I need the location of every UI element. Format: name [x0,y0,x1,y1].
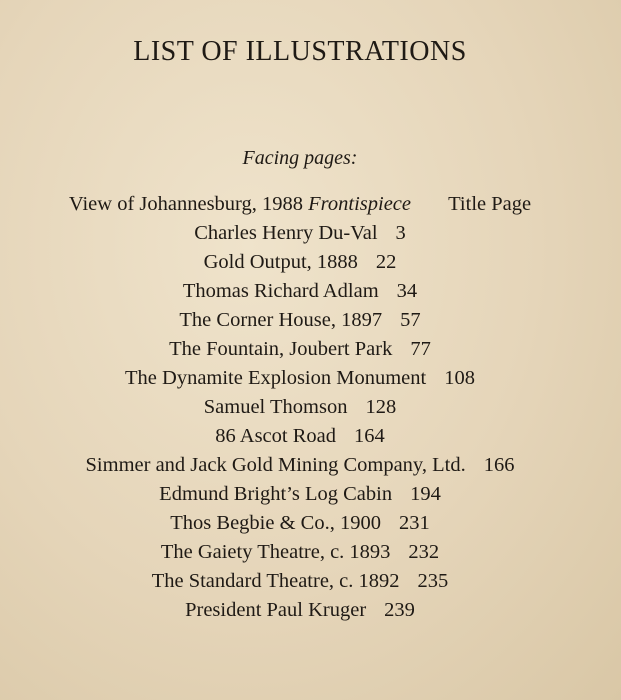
illustration-title: Thos Begbie & Co., 1900 [170,512,381,534]
page-title: LIST OF ILLUSTRATIONS [133,36,467,67]
page-number: 194 [410,483,441,505]
illustration-title: The Standard Theatre, c. 1892 [151,570,400,592]
page-number: 3 [395,222,406,244]
illustration-title: The Dynamite Explosion Monument [125,367,427,389]
illustration-title: The Gaiety Theatre, c. 1893 [160,541,391,563]
illustration-title: Thomas Richard Adlam [182,280,379,302]
list-item [0,422,600,451]
list-item [0,364,600,393]
facing-pages-label: Facing pages: [242,147,358,169]
page-number: 57 [400,309,421,331]
illustration-title: Samuel Thomson [203,396,348,418]
list-item [0,219,600,248]
page-number: 22 [375,251,397,273]
list-item [0,480,600,509]
list-item [0,335,600,364]
list-item [0,393,600,422]
page-number: 77 [410,338,431,360]
list-item [0,277,600,306]
list-item [0,538,600,567]
illustration-title: Simmer and Jack Gold Mining Company, Ltd. [85,454,466,476]
list-item [0,248,600,277]
page-number: Title Page [448,193,532,215]
page-number: 232 [408,541,440,563]
frontispiece-note: Frontispiece [308,193,411,215]
list-item [0,451,600,480]
illustration-title: View of Johannesburg, 1988 [68,193,304,215]
illustrations-list [0,190,600,625]
list-item [0,509,600,538]
illustration-title: President Paul Kruger [185,599,367,621]
page-number: 166 [483,454,515,476]
list-item [0,306,600,335]
page-number: 128 [365,396,397,418]
illustration-title: The Fountain, Joubert Park [169,338,393,360]
page-number: 231 [398,512,430,534]
page-number: 108 [444,367,475,389]
illustration-title: Edmund Bright’s Log Cabin [159,483,393,505]
page-number: 235 [417,570,449,592]
illustration-title: Charles Henry Du-Val [194,222,378,244]
list-item [0,596,600,625]
list-item [0,567,600,596]
list-item [0,190,600,219]
page-number: 239 [384,599,415,621]
illustration-title: Gold Output, 1888 [203,251,358,273]
page-number: 34 [396,280,418,302]
illustration-title: The Corner House, 1897 [179,309,383,331]
illustration-title: 86 Ascot Road [215,425,336,447]
page-number: 164 [353,425,385,447]
